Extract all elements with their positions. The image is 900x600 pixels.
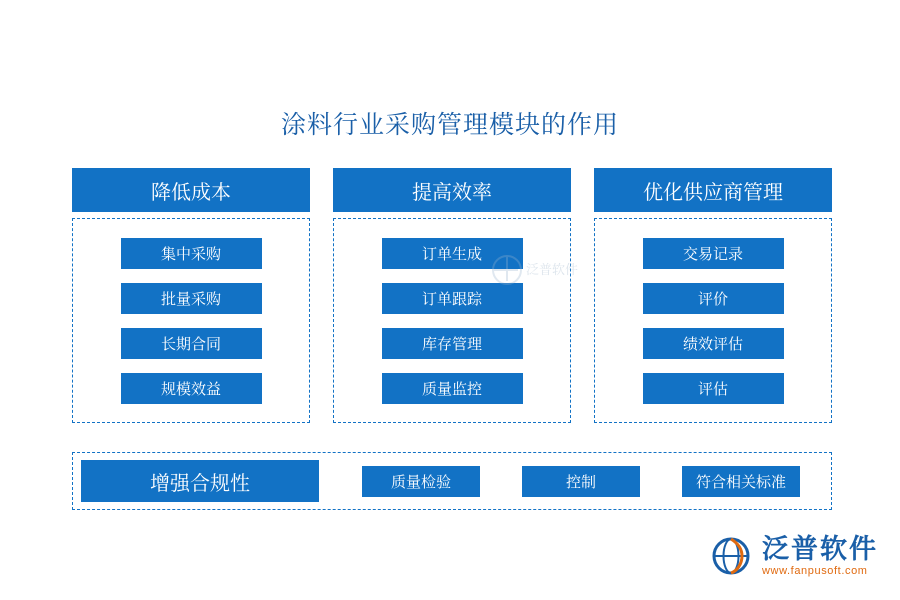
bottom-chip-1: 质量检验 <box>362 466 480 497</box>
chip-2-4: 质量监控 <box>382 373 523 404</box>
chip-2-2: 订单跟踪 <box>382 283 523 314</box>
brand-text <box>762 535 878 577</box>
bottom-chips <box>319 466 831 497</box>
chip-3-4: 评估 <box>643 373 784 404</box>
chip-1-3: 长期合同 <box>121 328 262 359</box>
column-group-3 <box>594 168 832 423</box>
globe-logo-icon <box>709 534 753 578</box>
chip-1-2: 批量采购 <box>121 283 262 314</box>
chip-1-1: 集中采购 <box>121 238 262 269</box>
brand-logo <box>709 534 878 578</box>
column-body-2 <box>333 218 571 423</box>
column-group-2 <box>333 168 571 423</box>
column-header-1: 降低成本 <box>72 168 310 212</box>
bottom-chip-3: 符合相关标准 <box>682 466 800 497</box>
column-body-1 <box>72 218 310 423</box>
brand-url: www.fanpusoft.com <box>762 565 868 578</box>
chip-3-1: 交易记录 <box>643 238 784 269</box>
bottom-chip-2: 控制 <box>522 466 640 497</box>
chip-3-2: 评价 <box>643 283 784 314</box>
bottom-group <box>72 452 832 510</box>
column-body-3 <box>594 218 832 423</box>
column-header-3: 优化供应商管理 <box>594 168 832 212</box>
chip-2-1: 订单生成 <box>382 238 523 269</box>
chip-3-3: 绩效评估 <box>643 328 784 359</box>
column-header-2: 提高效率 <box>333 168 571 212</box>
chip-1-4: 规模效益 <box>121 373 262 404</box>
page-title: 涂料行业采购管理模块的作用 <box>280 111 619 139</box>
column-group-1 <box>72 168 310 423</box>
watermark-label: 泛普软件 <box>526 261 579 277</box>
brand-name: 泛普软件 <box>762 533 878 564</box>
columns-container <box>72 168 832 423</box>
bottom-header: 增强合规性 <box>81 460 319 502</box>
chip-2-3: 库存管理 <box>382 328 523 359</box>
